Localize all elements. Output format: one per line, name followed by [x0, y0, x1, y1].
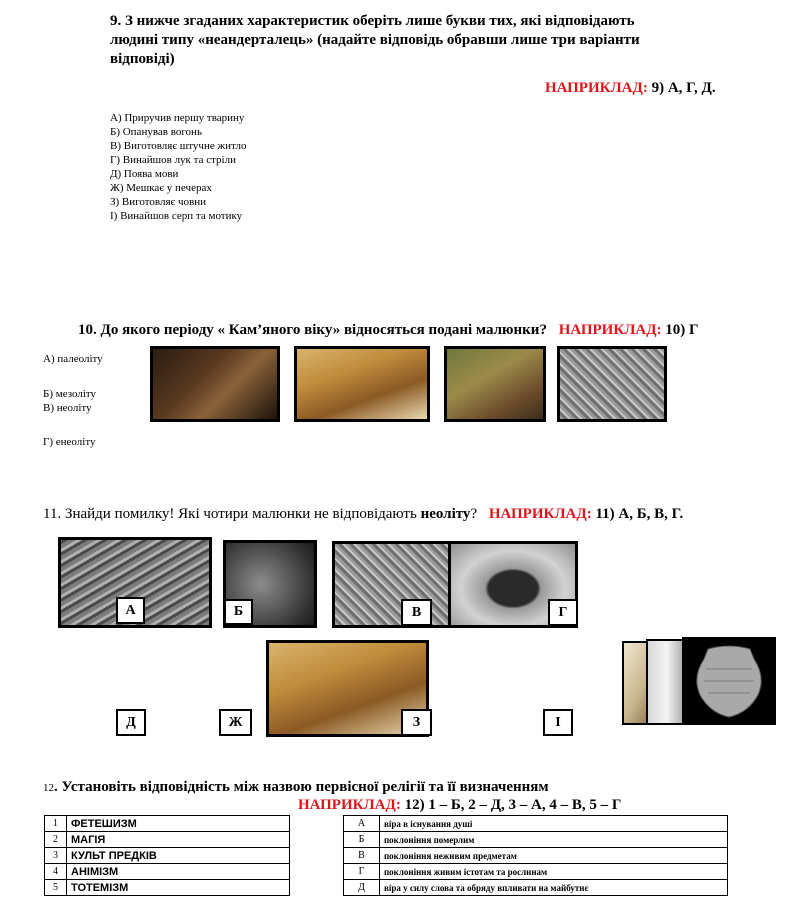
q11-image-c [332, 541, 452, 628]
table-row [45, 880, 290, 896]
q11-title-bold: неоліту [420, 506, 471, 522]
row-letter: Б [344, 832, 380, 848]
q10-image-log-cutting [294, 346, 430, 422]
table-row [344, 864, 728, 880]
row-letter: А [344, 816, 380, 832]
q9-example-answer: 9) А, Г, Д. [651, 80, 716, 96]
religion-definition: віра у силу слова та обряду впливати на майбутнє [380, 880, 728, 896]
table-row [45, 864, 290, 880]
q10-option: В) неоліту [43, 402, 92, 414]
religion-definition: поклоніння померлим [380, 832, 728, 848]
q9-option: З) Виготовляє човни [110, 196, 206, 208]
table-row [344, 816, 728, 832]
q9-option: І) Винайшов серп та мотику [110, 210, 243, 222]
q9-option: Г) Винайшов лук та стріли [110, 154, 236, 166]
q11-label-e: Д [116, 709, 146, 736]
q10-option: Г) енеоліту [43, 436, 96, 448]
q12-number: 12 [43, 782, 54, 794]
table-row [45, 816, 290, 832]
q11-label-d: Г [548, 599, 578, 626]
q11-image-i-pot [682, 637, 776, 725]
q10-example-label: НАПРИКЛАД: [558, 322, 662, 338]
q11-label-c: В [401, 599, 432, 626]
religion-names-table [44, 815, 290, 896]
table-row [344, 880, 728, 896]
q9-option: Д) Поява мови [110, 168, 179, 180]
q11-label-b: Б [224, 599, 253, 625]
q9-title-line1: 9. З нижче згаданих характеристик оберіть лише букви тих, які відповідають [110, 13, 635, 29]
row-number: 1 [45, 816, 67, 832]
table-row [45, 848, 290, 864]
q11-title-prefix: 11. Знайди помилку! Які чотири малюнки не відповідають [43, 506, 421, 522]
religion-name: КУЛЬТ ПРЕДКІВ [67, 848, 290, 864]
religion-definitions-table [343, 815, 728, 896]
religion-definition: поклоніння неживим предметам [380, 848, 728, 864]
q10-image-cave-dwellers [150, 346, 280, 422]
table-row [45, 832, 290, 848]
q10-option: Б) мезоліту [43, 388, 97, 400]
row-number: 3 [45, 848, 67, 864]
religion-definition: віра в існування душі [380, 816, 728, 832]
row-letter: Г [344, 864, 380, 880]
q10-option: А) палеоліту [43, 353, 103, 365]
q9-option: А) Приручив першу тварину [110, 112, 245, 124]
q11-label-i: І [543, 709, 573, 736]
q9-example [545, 79, 716, 98]
q11-label-z: З [401, 709, 432, 736]
q10-example-answer: 10) Г [665, 322, 699, 338]
table-row [344, 848, 728, 864]
row-number: 2 [45, 832, 67, 848]
q10-image-engraving [557, 346, 667, 422]
q11-label-a: А [116, 597, 145, 624]
q11-example-answer: 11) А, Б, В, Г. [595, 506, 684, 522]
table-row [344, 832, 728, 848]
row-number: 5 [45, 880, 67, 896]
q11-label-zh: Ж [219, 709, 252, 736]
q12-example-answer: 12) 1 – Б, 2 – Д, 3 – А, 4 – В, 5 – Г [404, 797, 622, 813]
q10-title [78, 321, 699, 340]
q9-option: Ж) Мешкає у печерах [110, 182, 212, 194]
q11-title-suffix: ? [470, 506, 478, 522]
q12-example [298, 796, 621, 815]
religion-definition: поклоніння живим істотам та рослинам [380, 864, 728, 880]
q11-title [43, 506, 683, 523]
q12-title [43, 778, 549, 797]
religion-name: МАГІЯ [67, 832, 290, 848]
row-letter: В [344, 848, 380, 864]
pot-illustration [684, 639, 774, 723]
row-letter: Д [344, 880, 380, 896]
row-number: 4 [45, 864, 67, 880]
religion-name: ФЕТЕШИЗМ [67, 816, 290, 832]
q12-title-text: . Установіть відповідність між назвою первісної релігії та її визначенням [54, 779, 549, 795]
q9-options [110, 111, 247, 223]
q9-title-line3: відповіді) [110, 51, 175, 67]
q9-title-line2: людині типу «неандерталець» (надайте відповідь обравши лише три варіанти [110, 32, 640, 48]
religion-name: АНІМІЗМ [67, 864, 290, 880]
q9-option: Б) Опанував вогонь [110, 126, 202, 138]
religion-name: ТОТЕМІЗМ [67, 880, 290, 896]
q9-example-label: НАПРИКЛАД: [545, 80, 648, 96]
q12-example-label: НАПРИКЛАД: [298, 797, 401, 813]
q11-example-label: НАПРИКЛАД: [488, 506, 592, 522]
q10-title-text: 10. До якого періоду « Кам’яного віку» відносяться подані малюнки? [78, 322, 547, 338]
q9-option: В) Виготовляє штучне житло [110, 140, 247, 152]
q10-image-hunter [444, 346, 546, 422]
